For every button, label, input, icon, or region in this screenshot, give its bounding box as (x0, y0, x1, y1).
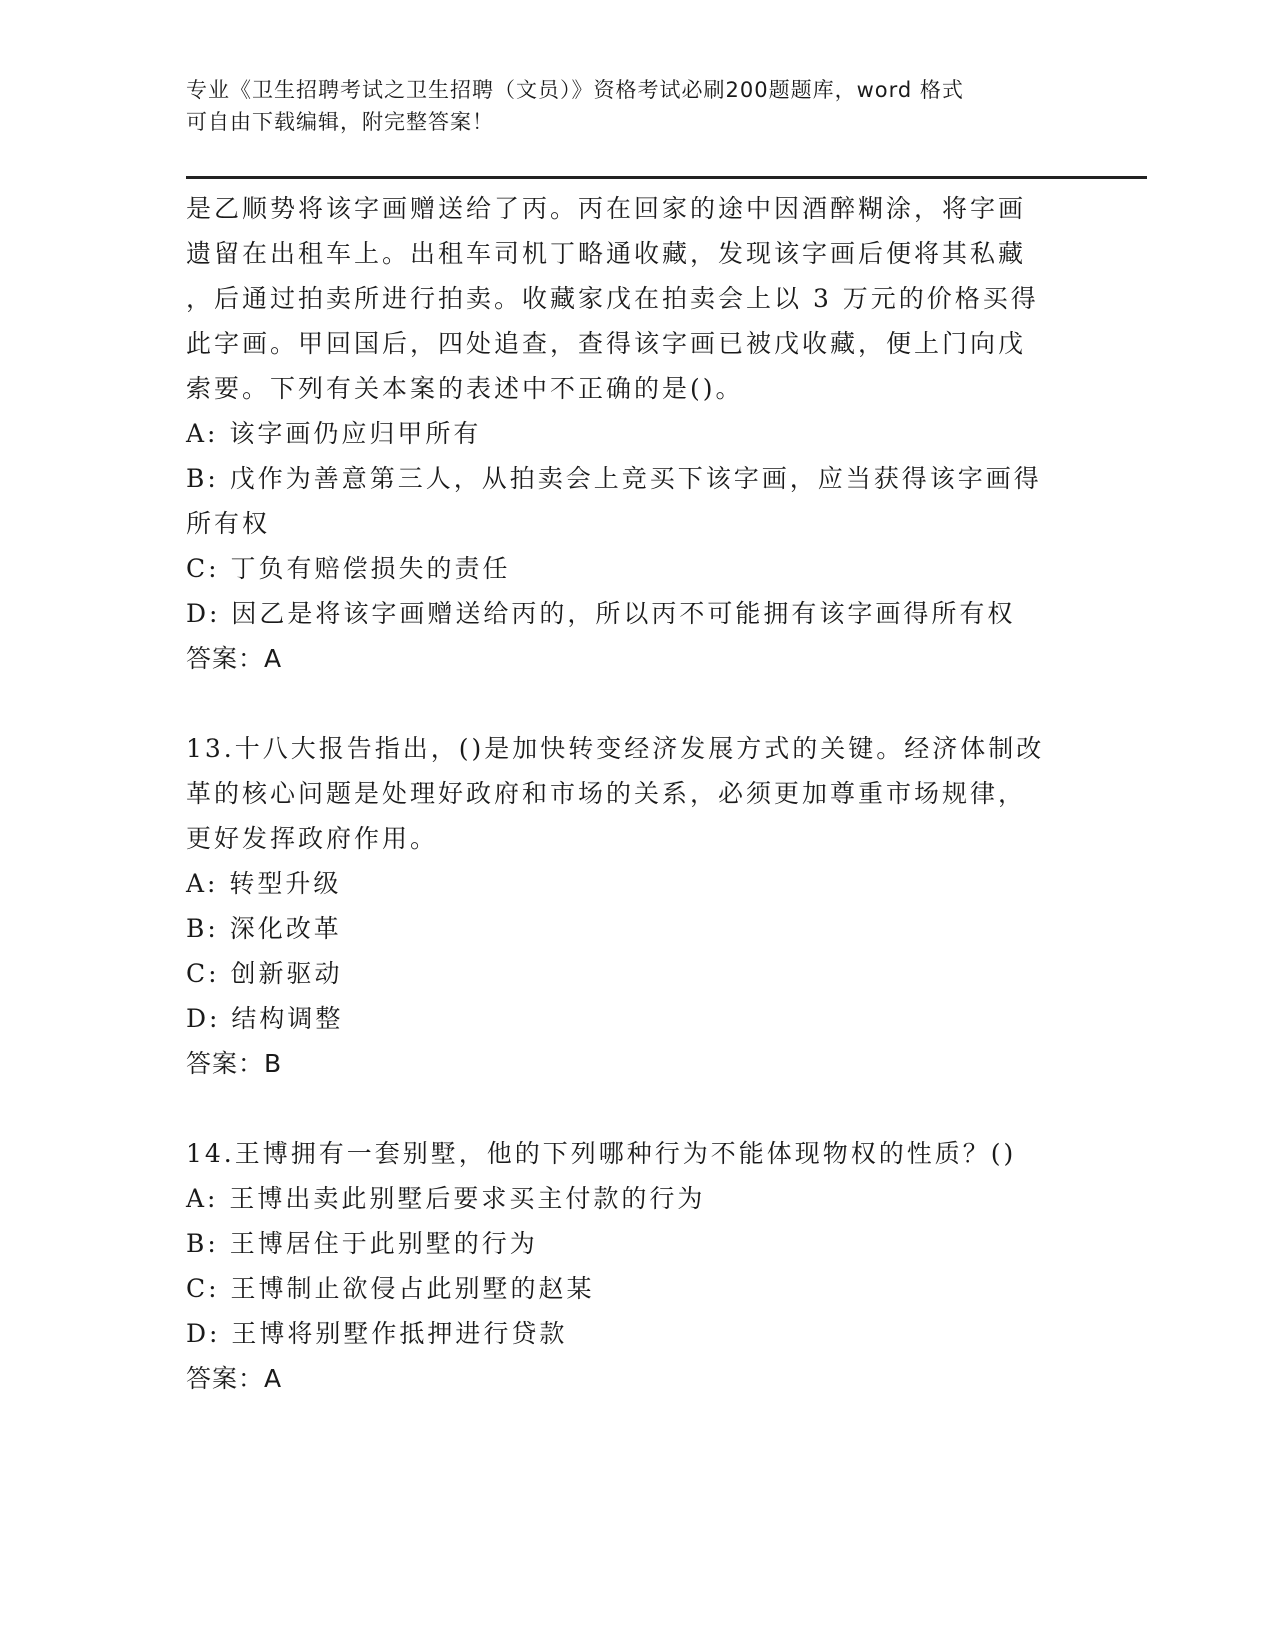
question-stem-line: 是乙顺势将该字画赠送给了丙。丙在回家的途中因酒醉糊涂，将字画 (186, 194, 1027, 223)
question-stem-line: 遗留在出租车上。出租车司机丁略通收藏，发现该字画后便将其私藏 (186, 239, 1027, 268)
option-c: C: 王博制止欲侵占此别墅的赵某 (186, 1274, 595, 1303)
question-stem-line: 索要。下列有关本案的表述中不正确的是()。 (186, 374, 744, 403)
spacer (186, 681, 1086, 726)
option-b: B: 深化改革 (186, 914, 342, 943)
question-14 (186, 1131, 1086, 1401)
header-line-2: 可自由下载编辑，附完整答案！ (186, 110, 494, 134)
option-c: C: 创新驱动 (186, 959, 343, 988)
page-header (186, 74, 1086, 138)
question-stem-line: 革的核心问题是处理好政府和市场的关系，必须更加尊重市场规律， (186, 779, 1027, 808)
option-a: A: 王博出卖此别墅后要求买主付款的行为 (186, 1184, 706, 1213)
header-line-1: 专业《卫生招聘考试之卫生招聘（文员）》资格考试必刷200题题库，word 格式 (186, 78, 964, 102)
answer-line: 答案：B (186, 1049, 283, 1078)
answer-line: 答案：A (186, 644, 283, 673)
question-stem-line: ，后通过拍卖所进行拍卖。收藏家戊在拍卖会上以 3 万元的价格买得 (186, 284, 1039, 313)
option-d: D: 结构调整 (186, 1004, 344, 1033)
question-12 (186, 186, 1086, 681)
option-b-continued: 所有权 (186, 509, 271, 538)
option-a: A: 该字画仍应归甲所有 (186, 419, 482, 448)
option-d: D: 因乙是将该字画赠送给丙的，所以丙不可能拥有该字画得所有权 (186, 599, 1016, 628)
answer-line: 答案：A (186, 1364, 283, 1393)
option-b: B: 戊作为善意第三人，从拍卖会上竞买下该字画，应当获得该字画得 (186, 464, 1042, 493)
option-c: C: 丁负有赔偿损失的责任 (186, 554, 511, 583)
option-a: A: 转型升级 (186, 869, 342, 898)
question-stem-line: 14.王博拥有一套别墅，他的下列哪种行为不能体现物权的性质？() (186, 1139, 1017, 1168)
question-stem-line: 此字画。甲回国后，四处追查，查得该字画已被戊收藏，便上门向戊 (186, 329, 1027, 358)
option-b: B: 王博居住于此别墅的行为 (186, 1229, 538, 1258)
spacer (186, 1086, 1086, 1131)
question-stem-line: 13.十八大报告指出，()是加快转变经济发展方式的关键。经济体制改 (186, 734, 1045, 763)
document-body (186, 186, 1086, 1401)
question-13 (186, 726, 1086, 1086)
option-d: D: 王博将别墅作抵押进行贷款 (186, 1319, 568, 1348)
header-divider (186, 176, 1147, 179)
question-stem-line: 更好发挥政府作用。 (186, 824, 439, 853)
